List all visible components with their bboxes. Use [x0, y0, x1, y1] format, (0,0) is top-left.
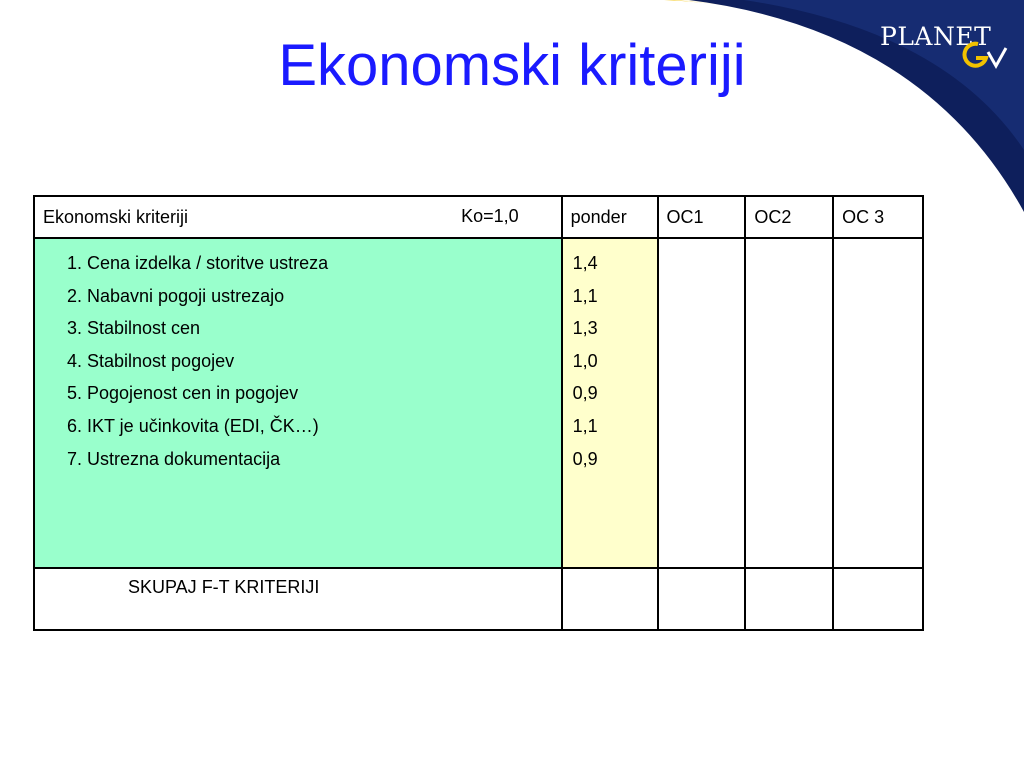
ko-label: Ko=1,0 [461, 206, 519, 226]
logo-text: PLANET [880, 22, 992, 51]
summary-ponder-cell [562, 568, 658, 630]
criteria-header-label: Ekonomski kriteriji [43, 206, 189, 227]
criteria-table [33, 195, 924, 631]
header-row [34, 196, 923, 238]
oc1-cell [658, 238, 746, 568]
list-item: 5. Pogojenost cen in pogojev [87, 377, 561, 410]
list-item: 7. Ustrezna dokumentacija [87, 443, 561, 476]
ponder-value: 0,9 [572, 383, 598, 404]
ponder-header: ponder [562, 196, 658, 238]
oc2-cell [745, 238, 833, 568]
criteria-cell [34, 238, 562, 568]
ponder-cell [562, 238, 658, 568]
ponder-value: 0,9 [572, 448, 598, 469]
ponder-value: 1,3 [572, 318, 598, 339]
oc3-header: OC 3 [833, 196, 923, 238]
ponder-value: 1,0 [572, 350, 598, 371]
summary-oc1-cell [658, 568, 746, 630]
oc3-cell [833, 238, 923, 568]
list-item: 1. Cena izdelka / storitve ustreza [87, 247, 561, 280]
list-item: 4. Stabilnost pogojev [87, 345, 561, 378]
oc1-header: OC1 [658, 196, 746, 238]
list-item: 6. IKT je učinkovita (EDI, ČK…) [87, 410, 561, 443]
summary-label: SKUPAJ F-T KRITERIJI [34, 568, 562, 630]
ponder-value: 1,1 [572, 415, 598, 436]
ponder-value: 1,1 [572, 285, 598, 306]
list-item: 2. Nabavni pogoji ustrezajo [87, 280, 561, 313]
oc2-header: OC2 [745, 196, 833, 238]
criteria-row [34, 238, 923, 568]
ponder-value: 1,4 [572, 253, 598, 273]
page-title: Ekonomski kriteriji [278, 33, 746, 98]
summary-row [34, 568, 923, 630]
criteria-header [34, 196, 562, 238]
criteria-list [35, 247, 561, 475]
summary-oc2-cell [745, 568, 833, 630]
list-item: 3. Stabilnost cen [87, 312, 561, 345]
summary-oc3-cell [833, 568, 923, 630]
